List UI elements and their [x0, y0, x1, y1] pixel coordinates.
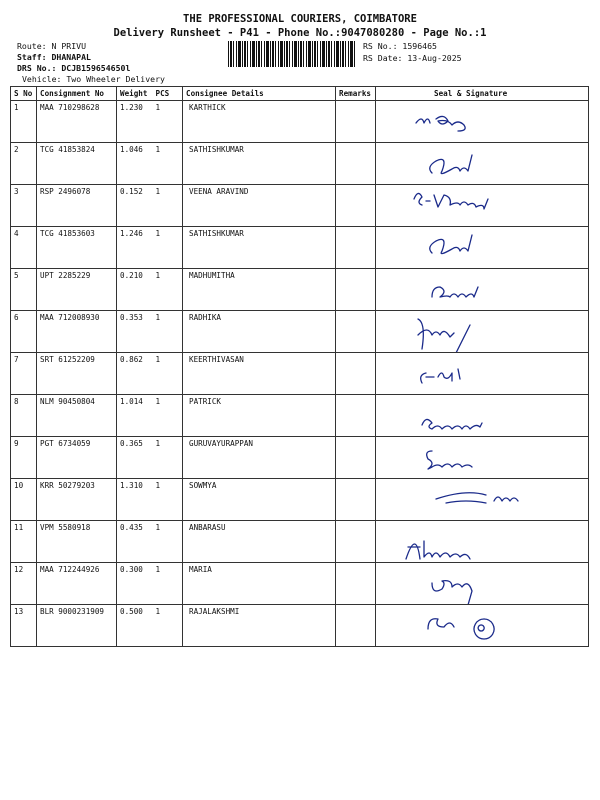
row-pcs: 1: [153, 479, 183, 521]
col-signature: Seal & Signature: [376, 87, 589, 101]
handwritten-signature: [376, 395, 586, 435]
handwritten-signature: [376, 143, 586, 183]
table-row: [11, 521, 589, 563]
row-signature: [376, 101, 589, 143]
row-remarks: [336, 521, 376, 563]
row-signature: [376, 269, 589, 311]
row-pcs: 1: [153, 269, 183, 311]
table-row: [11, 395, 589, 437]
row-consignee: VEENA ARAVIND: [183, 185, 336, 227]
row-weight: 0.353: [117, 311, 153, 353]
row-remarks: [336, 143, 376, 185]
row-pcs: 1: [153, 563, 183, 605]
row-consignee: GURUVAYURAPPAN: [183, 437, 336, 479]
row-weight: 0.435: [117, 521, 153, 563]
row-remarks: [336, 563, 376, 605]
table-row: [11, 227, 589, 269]
row-consignment-no: MAA 712008930: [37, 311, 117, 353]
row-weight: 1.230: [117, 101, 153, 143]
row-sno: 2: [11, 143, 37, 185]
row-sno: 3: [11, 185, 37, 227]
row-remarks: [336, 479, 376, 521]
row-signature: [376, 395, 589, 437]
row-consignee: SOWMYA: [183, 479, 336, 521]
row-weight: 1.310: [117, 479, 153, 521]
row-consignee: SATHISHKUMAR: [183, 143, 336, 185]
handwritten-signature: [376, 563, 586, 603]
row-consignment-no: BLR 9000231909: [37, 605, 117, 647]
handwritten-signature: [376, 521, 586, 561]
table-row: [11, 185, 589, 227]
row-pcs: 1: [153, 101, 183, 143]
row-remarks: [336, 185, 376, 227]
rs-number: RS No.: 1596465: [363, 41, 437, 51]
col-weight: Weight: [117, 87, 153, 101]
row-consignment-no: TCG 41853603: [37, 227, 117, 269]
handwritten-signature: [376, 311, 586, 351]
row-sno: 8: [11, 395, 37, 437]
row-pcs: 1: [153, 353, 183, 395]
row-sno: 13: [11, 605, 37, 647]
row-remarks: [336, 311, 376, 353]
row-consignee: RAJALAKSHMI: [183, 605, 336, 647]
table-row: [11, 353, 589, 395]
table-row: [11, 311, 589, 353]
table-row: [11, 563, 589, 605]
barcode: [228, 41, 356, 67]
runsheet-subtitle: Delivery Runsheet - P41 - Phone No.:9047080280 - Page No.:1: [113, 27, 487, 39]
handwritten-signature: [376, 353, 586, 393]
row-signature: [376, 227, 589, 269]
row-pcs: 1: [153, 437, 183, 479]
row-consignment-no: UPT 2285229: [37, 269, 117, 311]
handwritten-signature: [376, 269, 586, 309]
row-pcs: 1: [153, 185, 183, 227]
handwritten-signature: [376, 185, 586, 225]
row-remarks: [336, 269, 376, 311]
row-signature: [376, 185, 589, 227]
table-row: [11, 437, 589, 479]
row-signature: [376, 563, 589, 605]
handwritten-signature: [376, 227, 586, 267]
row-weight: 0.210: [117, 269, 153, 311]
col-remarks: Remarks: [336, 87, 376, 101]
row-consignee: RADHIKA: [183, 311, 336, 353]
col-pcs: PCS: [153, 87, 183, 101]
handwritten-signature: [376, 437, 586, 477]
row-signature: [376, 479, 589, 521]
row-weight: 0.862: [117, 353, 153, 395]
handwritten-signature: [376, 479, 586, 519]
row-consignee: KEERTHIVASAN: [183, 353, 336, 395]
row-remarks: [336, 605, 376, 647]
row-pcs: 1: [153, 395, 183, 437]
row-remarks: [336, 395, 376, 437]
route-label: Route: N PRIVU: [17, 41, 87, 51]
rs-date: RS Date: 13-Aug-2025: [363, 53, 462, 63]
runsheet-table: [10, 86, 589, 647]
row-weight: 0.365: [117, 437, 153, 479]
row-weight: 0.300: [117, 563, 153, 605]
table-row: [11, 605, 589, 647]
row-sno: 12: [11, 563, 37, 605]
company-title: THE PROFESSIONAL COURIERS, COIMBATORE: [183, 13, 417, 25]
row-weight: 1.046: [117, 143, 153, 185]
row-consignment-no: PGT 6734059: [37, 437, 117, 479]
staff-label: Staff: DHANAPAL: [17, 52, 91, 62]
row-pcs: 1: [153, 143, 183, 185]
vehicle-label: Vehicle: Two Wheeler Delivery: [22, 74, 165, 84]
row-consignment-no: TCG 41853824: [37, 143, 117, 185]
row-remarks: [336, 101, 376, 143]
row-consignment-no: NLM 90450804: [37, 395, 117, 437]
table-row: [11, 101, 589, 143]
col-consignment: Consignment No: [37, 87, 117, 101]
row-sno: 6: [11, 311, 37, 353]
row-weight: 1.014: [117, 395, 153, 437]
row-consignment-no: MAA 712244926: [37, 563, 117, 605]
row-sno: 4: [11, 227, 37, 269]
row-signature: [376, 143, 589, 185]
row-sno: 1: [11, 101, 37, 143]
row-signature: [376, 353, 589, 395]
row-remarks: [336, 353, 376, 395]
handwritten-signature: [376, 101, 586, 141]
row-signature: [376, 311, 589, 353]
row-pcs: 1: [153, 311, 183, 353]
row-consignee: ANBARASU: [183, 521, 336, 563]
table-row: [11, 269, 589, 311]
row-consignee: KARTHICK: [183, 101, 336, 143]
row-consignee: PATRICK: [183, 395, 336, 437]
row-pcs: 1: [153, 605, 183, 647]
row-sno: 11: [11, 521, 37, 563]
row-sno: 7: [11, 353, 37, 395]
row-weight: 0.500: [117, 605, 153, 647]
handwritten-signature: [376, 605, 586, 645]
row-signature: [376, 521, 589, 563]
row-remarks: [336, 437, 376, 479]
row-pcs: 1: [153, 227, 183, 269]
row-sno: 9: [11, 437, 37, 479]
row-consignee: SATHISHKUMAR: [183, 227, 336, 269]
row-consignee: MARIA: [183, 563, 336, 605]
row-consignment-no: MAA 710298628: [37, 101, 117, 143]
col-consignee: Consignee Details: [183, 87, 336, 101]
row-consignment-no: KRR 50279203: [37, 479, 117, 521]
row-pcs: 1: [153, 521, 183, 563]
table-row: [11, 143, 589, 185]
row-consignee: MADHUMITHA: [183, 269, 336, 311]
row-signature: [376, 605, 589, 647]
row-consignment-no: VPM 5580918: [37, 521, 117, 563]
row-remarks: [336, 227, 376, 269]
row-weight: 1.246: [117, 227, 153, 269]
row-sno: 10: [11, 479, 37, 521]
table-row: [11, 479, 589, 521]
col-sno: S No: [11, 87, 37, 101]
table-header-row: [11, 87, 589, 101]
row-signature: [376, 437, 589, 479]
row-consignment-no: SRT 61252209: [37, 353, 117, 395]
row-sno: 5: [11, 269, 37, 311]
row-consignment-no: RSP 2496078: [37, 185, 117, 227]
row-weight: 0.152: [117, 185, 153, 227]
drs-label: DRS No.: DCJB159654650l: [17, 63, 131, 73]
